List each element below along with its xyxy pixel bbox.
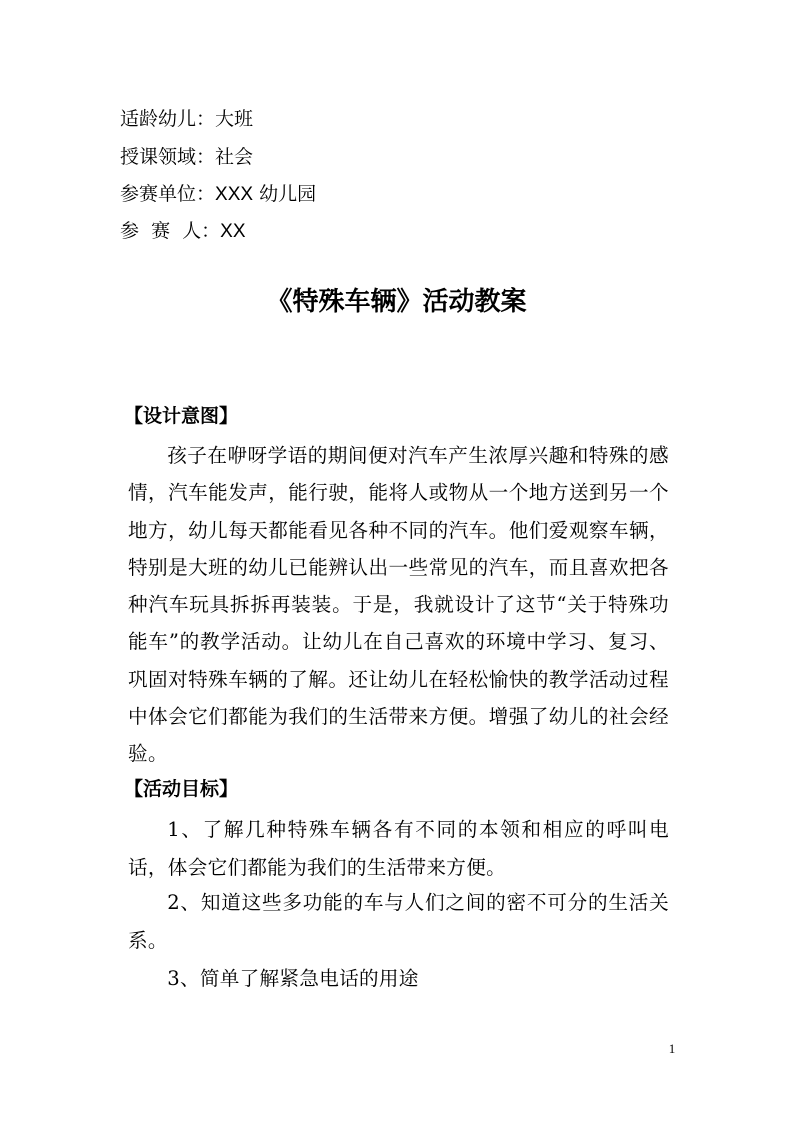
meta-person-line (120, 219, 246, 244)
design-paragraph: 孩子在咿呀学语的期间便对汽车产生浓厚兴趣和特殊的感情，汽车能发声，能行驶，能将人或物从一个地方送到另一个地方，幼儿每天都能看见各种不同的汽车。他们爱观察车辆，特别是大班的幼儿已能辨认出一些常见的汽车，而且喜欢把各种汽车玩具拆拆再装装。于是，我就设计了这节“关于特殊功能车”的教学活动。让幼儿在自己喜欢的环境中学习、复习、巩固对特殊车辆的了解。还让幼儿在轻松愉快的教学活动过程中体会它们都能为我们的生活带来方便。增强了幼儿的社会经验。 (128, 444, 669, 766)
meta-domain-value: 社会 (215, 146, 254, 168)
section-heading-goals: 【活动目标】 (124, 778, 239, 800)
goal-item-3: 3、简单了解紧急电话的用途 (167, 967, 419, 990)
meta-unit-label: 参赛单位： (120, 183, 216, 205)
meta-unit-value-latin: XXX (215, 184, 254, 205)
meta-age-line (120, 107, 253, 131)
meta-person-label: 参 赛 人： (120, 220, 221, 242)
meta-unit-value-cn: 幼儿园 (253, 183, 317, 205)
meta-age-value: 大班 (215, 108, 254, 130)
goal-item-2: 2、知道这些多功能的车与人们之间的密不可分的生活关系。 (128, 891, 669, 952)
meta-domain-line (120, 145, 253, 169)
meta-person-value: XX (220, 221, 246, 242)
meta-domain-label: 授课领域： (120, 146, 216, 168)
meta-unit-line (120, 182, 316, 207)
document-title: 《特殊车辆》活动教案 (266, 287, 527, 317)
goal-item-1: 1、了解几种特殊车辆各有不同的本领和相应的呼叫电话，体会它们都能为我们的生活带来方便。 (128, 818, 669, 879)
meta-age-label: 适龄幼儿： (120, 108, 216, 130)
page-number: 1 (668, 1041, 676, 1056)
section-heading-design: 【设计意图】 (124, 405, 239, 427)
